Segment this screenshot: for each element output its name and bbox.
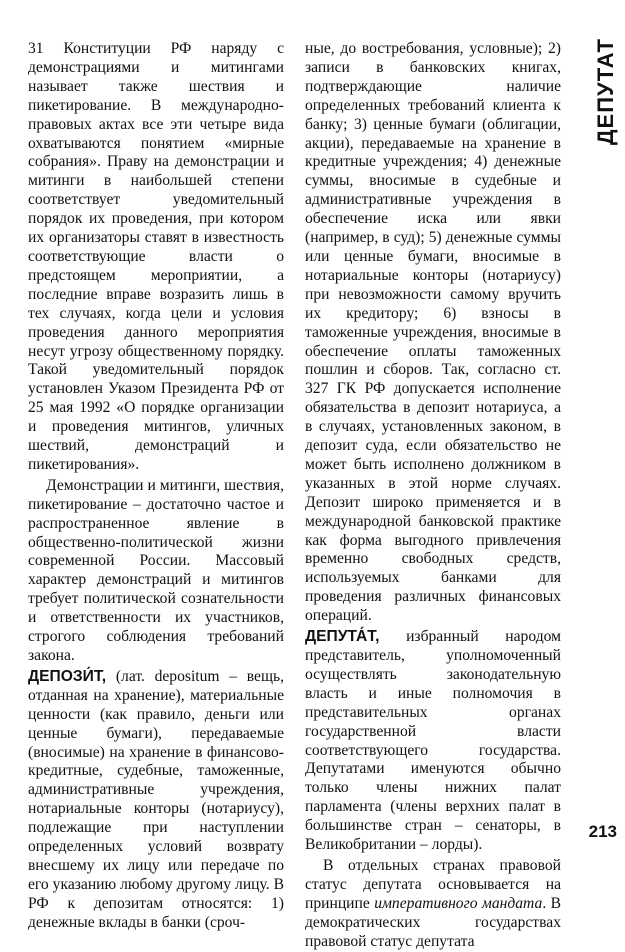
entry-term-deputy: ДЕПУТА́Т, [305,628,380,646]
paragraph-constitution: 31 Конституции РФ наряду с демонстрациями и митингами называет также шествия и пикетирование. В международно-правовых актах все эти четыре вида охватываются понятием «мирные собрания». Праву на демонстрации и митинги в наибольшей степени соответствует уведомительный порядок их проведения, при котором их организаторы ставят в известность соответствующие власти о предстоящем мероприятии, а последние вправе возразить лишь в тех случаях, когда цели и условия проведения данного мероприятия несут угрозу общественному порядку. Такой уведомительный порядок установлен Указом Президента РФ от 25 мая 1992 «О порядке организации и проведения митингов, уличных шествий, демонстраций и пикетирования». [28,40,284,473]
page-number: 213 [588,822,617,841]
left-column [28,40,284,933]
imperative-mandate-term: императивного мандата [374,894,543,912]
entry-deputy [305,628,561,855]
entry-deposit [28,668,284,933]
running-head: ДЕПУТАТ [593,38,618,146]
paragraph-deposit-continued: ные, до востребования, условные); 2) записи в банковских книгах, подтверждающие наличие определенных требований клиента к банку; 3) ценные бумаги (облигации, акции), передаваемые на хранение в кредитные учреждения; 4) денежные суммы, вносимые в судебные и административные учреждения в обеспечение иска или явки (например, в суд); 5) денежные суммы или ценные бумаги, вносимые в нотариальные конторы (нотариусу) при невозможности самому вручить их кредитору; 6) взносы в таможенные учреждения, вносимые в обеспечение оплаты таможенных пошлин и сборов. Так, согласно ст. 327 ГК РФ допускается исполнение обязательства в депозит нотариуса, а в случаях, установленных законом, в депозит суда, если обязательство не может быть исполнено должником в указанных в этой норме случаях. Депозит широко применяется и в международной банковской практике как форма выгодного привлечения временно свободных средств, используемых банками для проведения различных финансовых операций. [305,40,561,625]
status-text-end: . В демократических государствах правовой статус депутата [305,894,562,950]
entry-text-deputy: избранный народом представитель, уполномоченный осуществлять законодательную власть и иные полномочия в представительных органах государственной власти соответствующего государства. Депутатами именуются обычно только члены нижних палат парламента (члены верхних палат в большинстве стран – сенаторы, в Великобритании – лорды). [305,628,561,854]
paragraph-deputy-status [305,857,561,952]
paragraph-demonstrations: Демонстрации и митинги, шествия, пикетирование – достаточно частое и распространенное явление в общественно-политической жизни современной России. Массовый характер демонстраций и митингов требует политической сознательности и ответственности их участников, строгого соблюдения требований закона. [28,476,284,664]
entry-term-deposit: ДЕПОЗИ́Т, [28,667,107,685]
right-column [305,40,561,952]
entry-text-deposit: (лат. depositum – вещь, отданная на хранение), материальные ценности (как правило, деньги или ценные бумаги), передаваемые (вносимые) на хранение в финансово-кредитные, судебные, таможенные, административные учреждения, нотариальные конторы (нотариусу), подлежащие при наступлении определенных условий возврату внесшему их лицу или передаче по его указанию любому другому лицу. В РФ к депозитам относятся: 1) денежные вклады в банки (сроч- [28,667,284,931]
status-text-start: В отдельных странах правовой статус депутата основывается на принципе [305,856,561,912]
